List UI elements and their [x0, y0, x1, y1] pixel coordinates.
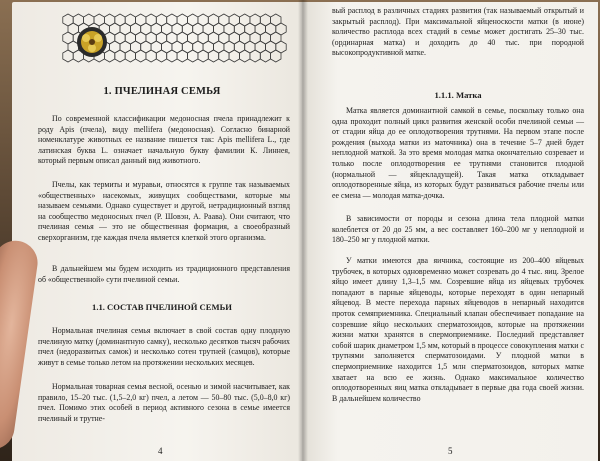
left-paragraph-2: Пчелы, как термиты и муравьи, относятся к группе так называемых «общественных» насекомых, живущих сообществами, которые мы называем семьями. Однако существует и другой, нетрадиционный взгляд на сообщество медоносных пчел (Р. Шовэн, А. Раава). Они считают, что пчелиная семья — это не общественная формация, а своеобразный сверхорганизм, где каждая пчела является клеткой этого организма. — [38, 180, 290, 242]
honeycomb-cell — [104, 50, 114, 62]
page-number-left: 4 — [158, 446, 163, 456]
honeycomb-cell — [167, 50, 177, 62]
left-paragraph-1: По современной классификации медоносная пчела принадлежит к роду Apis (пчела), виду mellifera (медоносная). Согласно бинарной номенклатуре животных ее название пишется так: Apis mellifera L., где латинская буква L. означает начальную букву фамилии К. Линнея, который первым описал данный вид животного. — [38, 114, 290, 166]
right-paragraph-2: В зависимости от породы и сезона длина тела плодной матки колеблется от 20 до 25 мм, а вес составляет 160–200 мг у неплодной и 180–250 мг у плодной матки. — [332, 214, 584, 245]
right-paragraph-3: У матки имеются два яичника, состоящие из 200–400 яйцевых трубочек, в которых одновременно может созревать до 4 тыс. яиц. Зрелое яйцо имеет длину 1,3–1,5 мм. Созревшие яйца из яйцевых трубочек попадают в парные яйцеводы, которые переходят в один непарный яйцевод. В месте перехода парных яйцеводов в непарный находится проток семяприемника. Специальный клапан обеспечивает попадание на созревшие яйцо нескольких сперматозоидов, которые на протяжении жизни матки хранятся в спермоприемнике. Последний представляет собой шарик диаметром 1,5 мм, который в процессе совокупления матки с трутнями заполняется сперматозоидами. У плодной матки в спермоприемнике находится 1,5 млн сперматозоидов, которых матке хватает на всю ее жизнь. Однако максимальное количество оплодотворенных яиц матка откладывает в первые два года своей жизни. В дальнейшем количество — [332, 256, 584, 403]
chapter-title: 1. ПЧЕЛИНАЯ СЕМЬЯ — [103, 86, 221, 97]
honeycomb-cell — [136, 50, 146, 62]
honeycomb-cell — [63, 50, 73, 62]
left-section-paragraph-2: Нормальная товарная семья весной, осенью и зимой насчитывает, как правило, 15–20 тыс. (1,5–2,0 кг) пчел, а летом — 50–80 тыс. (5,0–8,0 кг) пчел. Помимо этих особей в период активного сезона в семье имеется пчелиный и трутне- — [38, 382, 290, 423]
honeycomb-icon — [62, 10, 290, 70]
section-title-composition: 1.1. СОСТАВ ПЧЕЛИНОЙ СЕМЬИ — [92, 302, 232, 312]
section-title-queen: 1.1.1. Матка — [434, 90, 482, 100]
honeycomb-cell — [146, 50, 156, 62]
honeycomb-cell — [125, 50, 135, 62]
right-top-paragraph: вый расплод в различных стадиях развития (так называемый открытый и закрытый расплод). При максимальной яйценоскости матки (в июне) количество расплода всех стадий в семье может достигать 25–30 тыс. (ординарная матка) и доходить до 40 тыс. при породной высокопродуктивной матке. — [332, 6, 584, 58]
left-section-paragraph-1: Нормальная пчелиная семья включает в свой состав одну плодную пчелиную матку (доминантную самку), несколько десятков тысяч рабочих пчел (недоразвитых самок) и несколько сотен трутней (самцов), которые живут в семье только летом на протяжении нескольких месяцев. — [38, 326, 290, 367]
honeycomb-cell — [229, 50, 239, 62]
honeycomb-cell — [260, 50, 270, 62]
honeycomb-cell — [250, 50, 260, 62]
right-paragraph-1: Матка является доминантной самкой в семье, поскольку только она одна проходит полный цикл развития женской особи пчелиной семьи — от стадии яйца до ее оплодотворения трутнями. На первом этапе после рождения (выхода матки из маточника) она в течение 5–7 дней будет неплодной маткой. За это время молодая матка окончательно созревает и только после оплодотворения ее трутнями становится плодной (нормальной — яйцекладущей). Такая матка откладывает оплодотворенные яйца, из которых будут развиваться рабочие пчелы или ее смена — молодая матка-дочка. — [332, 106, 584, 200]
honeycomb-cell — [177, 50, 187, 62]
left-paragraph-3: В дальнейшем мы будем исходить из традиционного представления об «общественной» сути пчелиной семьи. — [38, 264, 290, 284]
honeycomb-cell — [156, 50, 166, 62]
honeycomb-cell — [240, 50, 250, 62]
page-number-right: 5 — [448, 446, 453, 456]
honeycomb-cell — [219, 50, 229, 62]
honeycomb-cell — [198, 50, 208, 62]
left-page — [12, 2, 302, 461]
honeycomb-cell — [188, 50, 198, 62]
honeycomb-cell — [208, 50, 218, 62]
right-page — [302, 2, 598, 461]
honeycomb-cell — [271, 50, 281, 62]
honeycomb-cell — [115, 50, 125, 62]
book-gutter — [298, 0, 308, 461]
bee-icon — [77, 27, 107, 57]
